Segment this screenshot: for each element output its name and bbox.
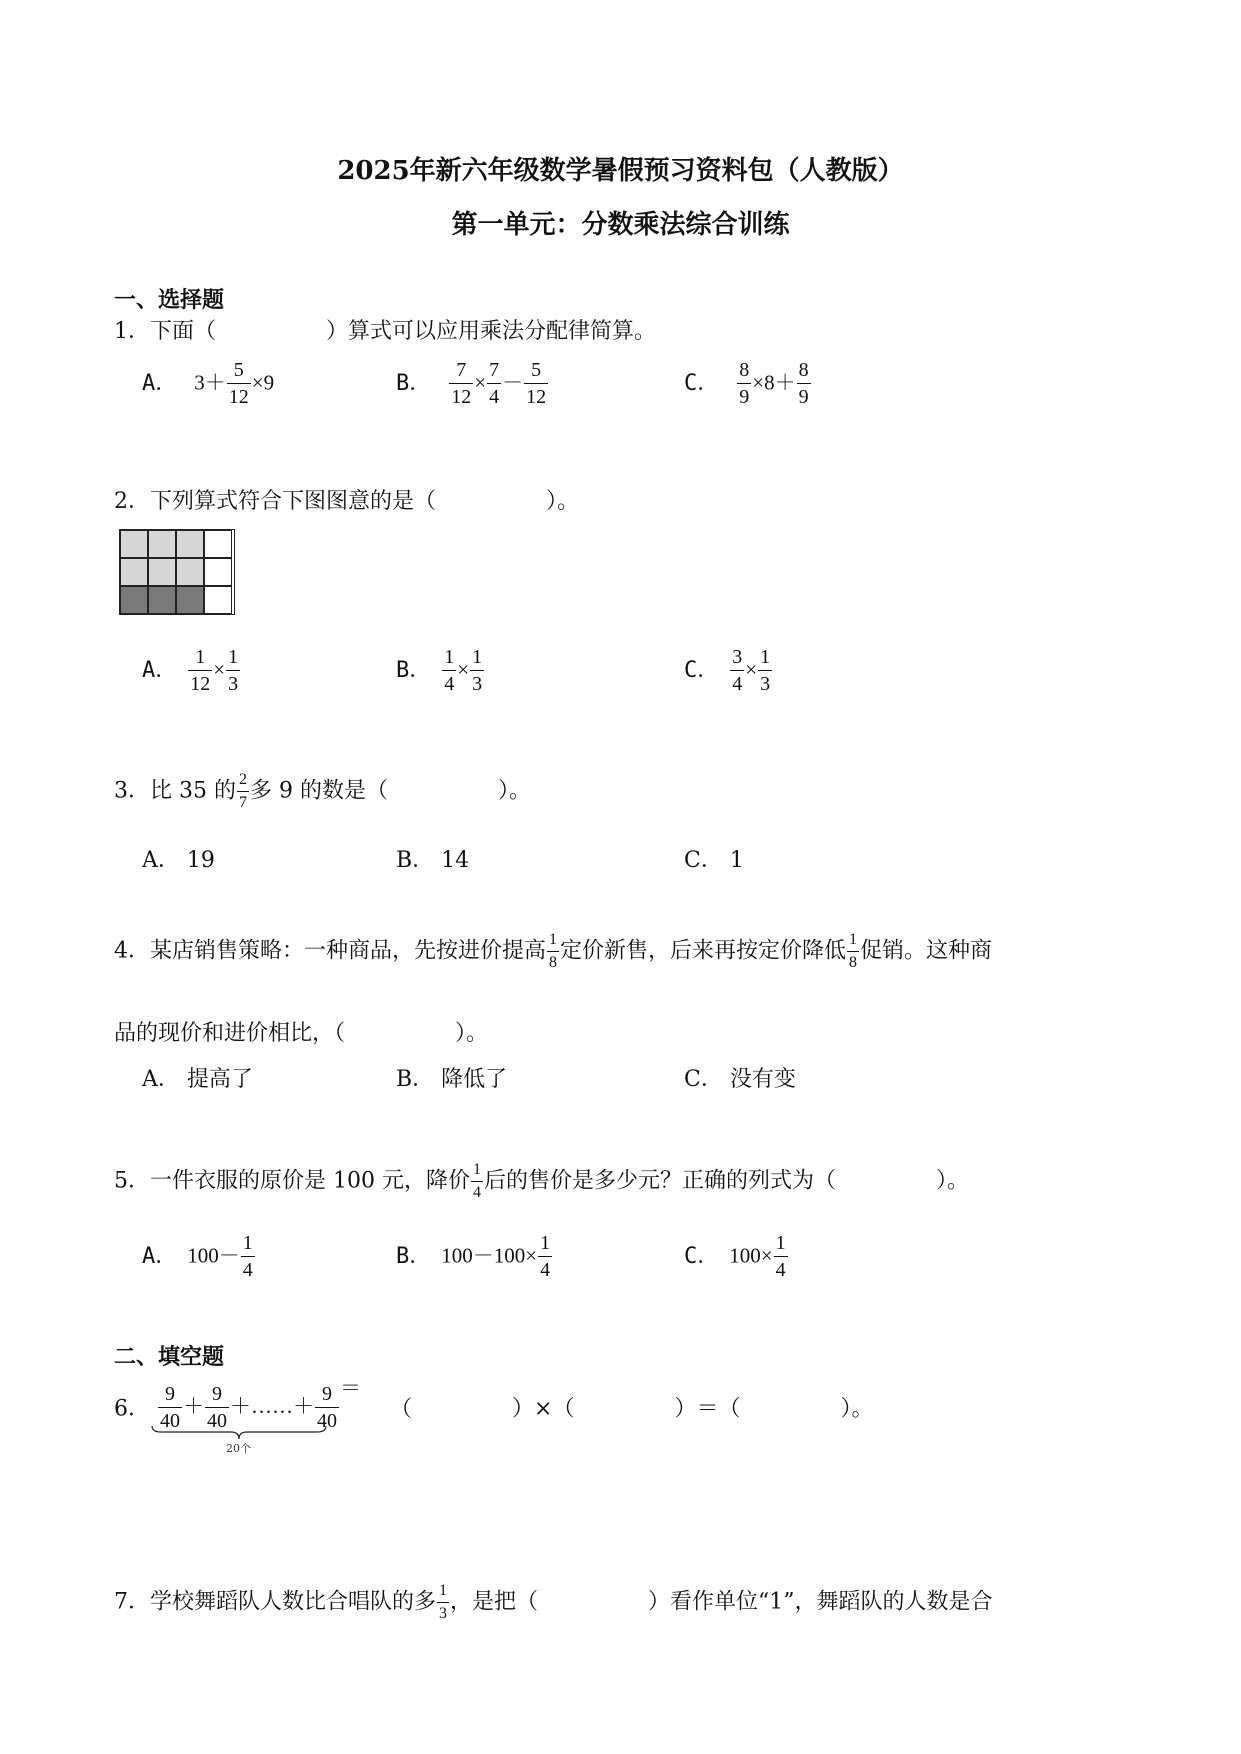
option-4a[interactable]: A． 提高了	[142, 1067, 253, 1092]
question-1	[114, 314, 656, 345]
page-title: 2025年新六年级数学暑假预习资料包（人教版）	[337, 156, 904, 186]
question-7: 7．学校舞蹈队人数比合唱队的多 $\frac{1}{3}$ ，是把（ ）看作单位“1”，舞蹈队的人数是合	[114, 1582, 993, 1622]
option-2c[interactable]: C． $\frac{3}{4}$ × $\frac{1}{3}$	[684, 646, 771, 695]
option-1b[interactable]: B． $\frac{7}{12}$ × $\frac{7}{4}$ － $\frac{5}{12}$	[396, 359, 547, 408]
question-4-line2: 品的现价和进价相比，（ ）。	[114, 1021, 489, 1046]
fraction-grid-figure	[119, 529, 235, 615]
option-2b[interactable]: B． $\frac{1}{4}$ × $\frac{1}{3}$	[396, 646, 483, 695]
question-text: ）算式可以应用乘法分配律简算。	[326, 319, 657, 344]
section-heading-choice: 一、选择题	[114, 287, 225, 313]
term-count-label: 20个	[226, 1442, 251, 1455]
question-4: 4．某店销售策略：一种商品，先按进价提高 $\frac{1}{8}$ 定价新售，后来再按定价降低 $\frac{1}{8}$ 促销。这种商	[114, 931, 993, 971]
option-5a[interactable]: A． 100－ $\frac{1}{4}$	[142, 1232, 253, 1281]
question-text: 下列算式符合下图图意的是（	[150, 489, 437, 514]
question-6: 6． $\frac{9}{40}$ ＋ $\frac{9}{40}$ ＋……＋ $\frac{9}{40}$ ＝ （ ）×（ ）＝（ ）。	[114, 1376, 874, 1432]
option-3b[interactable]: B． 14	[396, 848, 470, 873]
option-4b[interactable]: B． 降低了	[396, 1067, 508, 1092]
question-5: 5．一件衣服的原价是 100 元，降价 $\frac{1}{4}$ 后的售价是多少元？正确的列式为（ ）。	[114, 1161, 970, 1201]
page-subtitle: 第一单元：分数乘法综合训练	[451, 210, 790, 240]
option-2a[interactable]: A． $\frac{1}{12}$ × $\frac{1}{3}$	[142, 646, 239, 695]
question-text: ）。	[546, 489, 580, 514]
option-1a[interactable]: A． 3＋ $\frac{5}{12}$ ×9	[142, 359, 275, 408]
option-5b[interactable]: B． 100－100× $\frac{1}{4}$	[396, 1232, 551, 1281]
question-number: 2．	[114, 489, 150, 514]
question-text: 下面（	[150, 319, 217, 344]
question-number: 1．	[114, 319, 150, 344]
question-3: 3．比 35 的 $\frac{2}{7}$ 多 9 的数是（ ）。	[114, 771, 531, 811]
option-3a[interactable]: A． 19	[142, 848, 215, 873]
option-3c[interactable]: C． 1	[684, 848, 744, 873]
option-5c[interactable]: C． 100× $\frac{1}{4}$	[684, 1232, 786, 1281]
underbrace	[151, 1425, 327, 1441]
option-1c[interactable]: C． $\frac{8}{9}$ ×8＋ $\frac{8}{9}$	[684, 359, 809, 408]
option-4c[interactable]: C． 没有变	[684, 1067, 796, 1092]
section-heading-fill: 二、填空题	[114, 1344, 225, 1370]
question-2	[114, 484, 579, 515]
